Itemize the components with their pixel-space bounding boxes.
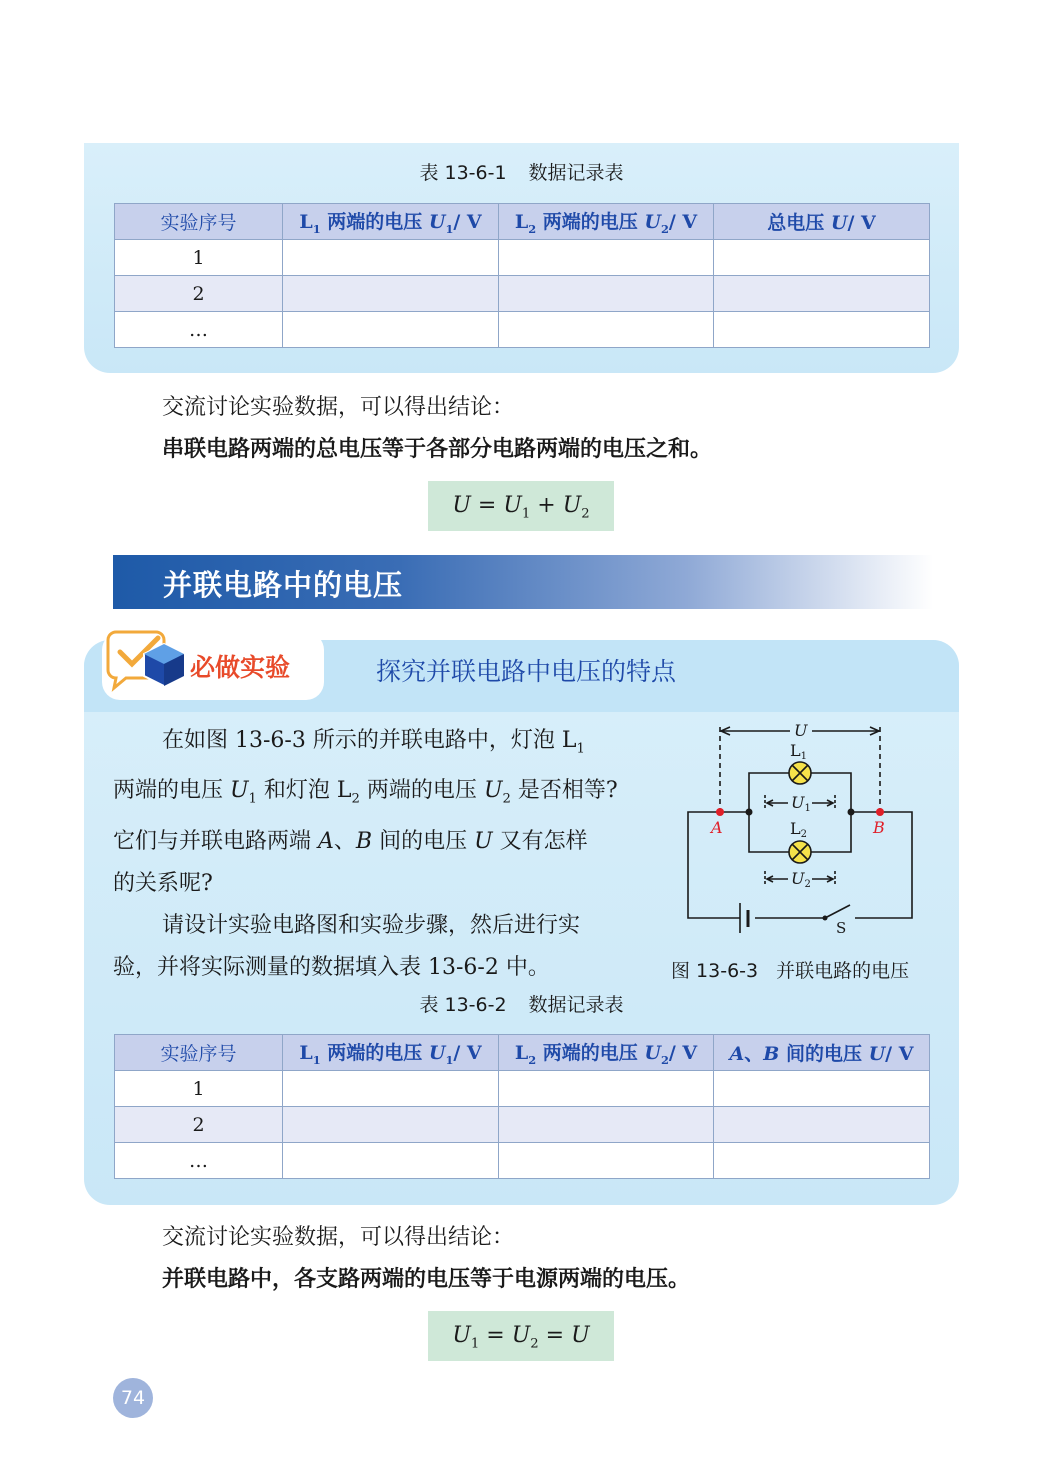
table-row: 1 bbox=[115, 1071, 930, 1107]
data-table-1 bbox=[114, 203, 930, 348]
text-line: 它们与并联电路两端 A、B 间的电压 U 又有怎样 bbox=[113, 828, 588, 854]
table-caption-1: 表 13-6-1 数据记录表 bbox=[419, 162, 624, 184]
label-u1: U1 bbox=[791, 793, 811, 814]
col-header-l1-voltage: $L_1$ 两端的电压 $U_1/$ V bbox=[283, 1035, 499, 1071]
conclusion-intro-2: 交流讨论实验数据，可以得出结论： bbox=[162, 1225, 515, 1250]
table-row: … bbox=[115, 312, 930, 348]
page-number: 74 bbox=[113, 1378, 153, 1418]
text-line: 的关系呢? bbox=[113, 870, 213, 896]
experiment-title: 探究并联电路中电压的特点 bbox=[376, 657, 677, 686]
col-header-total-voltage: 总电压 U/ V bbox=[714, 204, 930, 240]
table-row: 2 bbox=[115, 276, 930, 312]
experiment-badge bbox=[102, 632, 324, 700]
table-caption-2: 表 13-6-2 数据记录表 bbox=[419, 994, 624, 1016]
badge-label: 必做实验 bbox=[190, 653, 291, 682]
section-title: 并联电路中的电压 bbox=[163, 568, 404, 602]
formula-parallel: $U_1 = U_2 = U$ bbox=[428, 1311, 614, 1361]
text-line: 请设计实验电路图和实验步骤，然后进行实 bbox=[162, 912, 581, 938]
label-node-a: A bbox=[711, 818, 723, 837]
section-banner bbox=[113, 555, 933, 609]
col-header-ab-voltage: A、B 间的电压 U/ V bbox=[714, 1035, 930, 1071]
label-lamp-l1: L1 bbox=[790, 741, 807, 762]
node-b-dot bbox=[876, 808, 884, 816]
label-node-b: B bbox=[873, 818, 885, 837]
lamp-l1-icon bbox=[789, 762, 811, 784]
conclusion-statement-1: 串联电路两端的总电压等于各部分电路两端的电压之和。 bbox=[162, 437, 713, 462]
experiment-question bbox=[113, 720, 638, 989]
text-line: 验，并将实际测量的数据填入表 13-6-2 中。 bbox=[113, 954, 550, 980]
table-row: … bbox=[115, 1143, 930, 1179]
table-row: 1 bbox=[115, 240, 930, 276]
parallel-circuit-diagram bbox=[660, 715, 940, 945]
col-header-trial: 实验序号 bbox=[115, 204, 283, 240]
data-table-panel-1 bbox=[84, 143, 959, 373]
label-u2: U2 bbox=[791, 869, 811, 890]
lamp-l2-icon bbox=[789, 841, 811, 863]
col-header-l1-voltage: $L_1$ 两端的电压 $U_1/$ V bbox=[283, 204, 499, 240]
figure-caption: 图 13-6-3 并联电路的电压 bbox=[671, 960, 910, 982]
conclusion-statement-2: 并联电路中，各支路两端的电压等于电源两端的电压。 bbox=[162, 1267, 691, 1292]
table-header-row bbox=[115, 1035, 930, 1071]
label-switch: S bbox=[836, 919, 847, 937]
text-line: 两端的电压 $U_1$ 和灯泡 $L_2$ 两端的电压 $U_2$ 是否相等? bbox=[113, 778, 618, 807]
col-header-l2-voltage: $L_2$ 两端的电压 $U_2/$ V bbox=[499, 1035, 714, 1071]
label-lamp-l2: L2 bbox=[790, 819, 807, 840]
col-header-l2-voltage: $L_2$ 两端的电压 $U_2/$ V bbox=[499, 204, 714, 240]
table-row: 2 bbox=[115, 1107, 930, 1143]
data-table-2 bbox=[114, 1034, 930, 1179]
conclusion-intro-1: 交流讨论实验数据，可以得出结论： bbox=[162, 395, 515, 420]
text-line: 在如图 13-6-3 所示的并联电路中，灯泡 $L_1$ bbox=[162, 728, 585, 757]
formula-series: $U = U_1 + U_2$ bbox=[428, 481, 614, 531]
col-header-trial: 实验序号 bbox=[115, 1035, 283, 1071]
label-total-voltage: U bbox=[794, 721, 808, 740]
node-a-dot bbox=[716, 808, 724, 816]
experiment-cube-icon bbox=[106, 628, 196, 696]
table-header-row bbox=[115, 204, 930, 240]
